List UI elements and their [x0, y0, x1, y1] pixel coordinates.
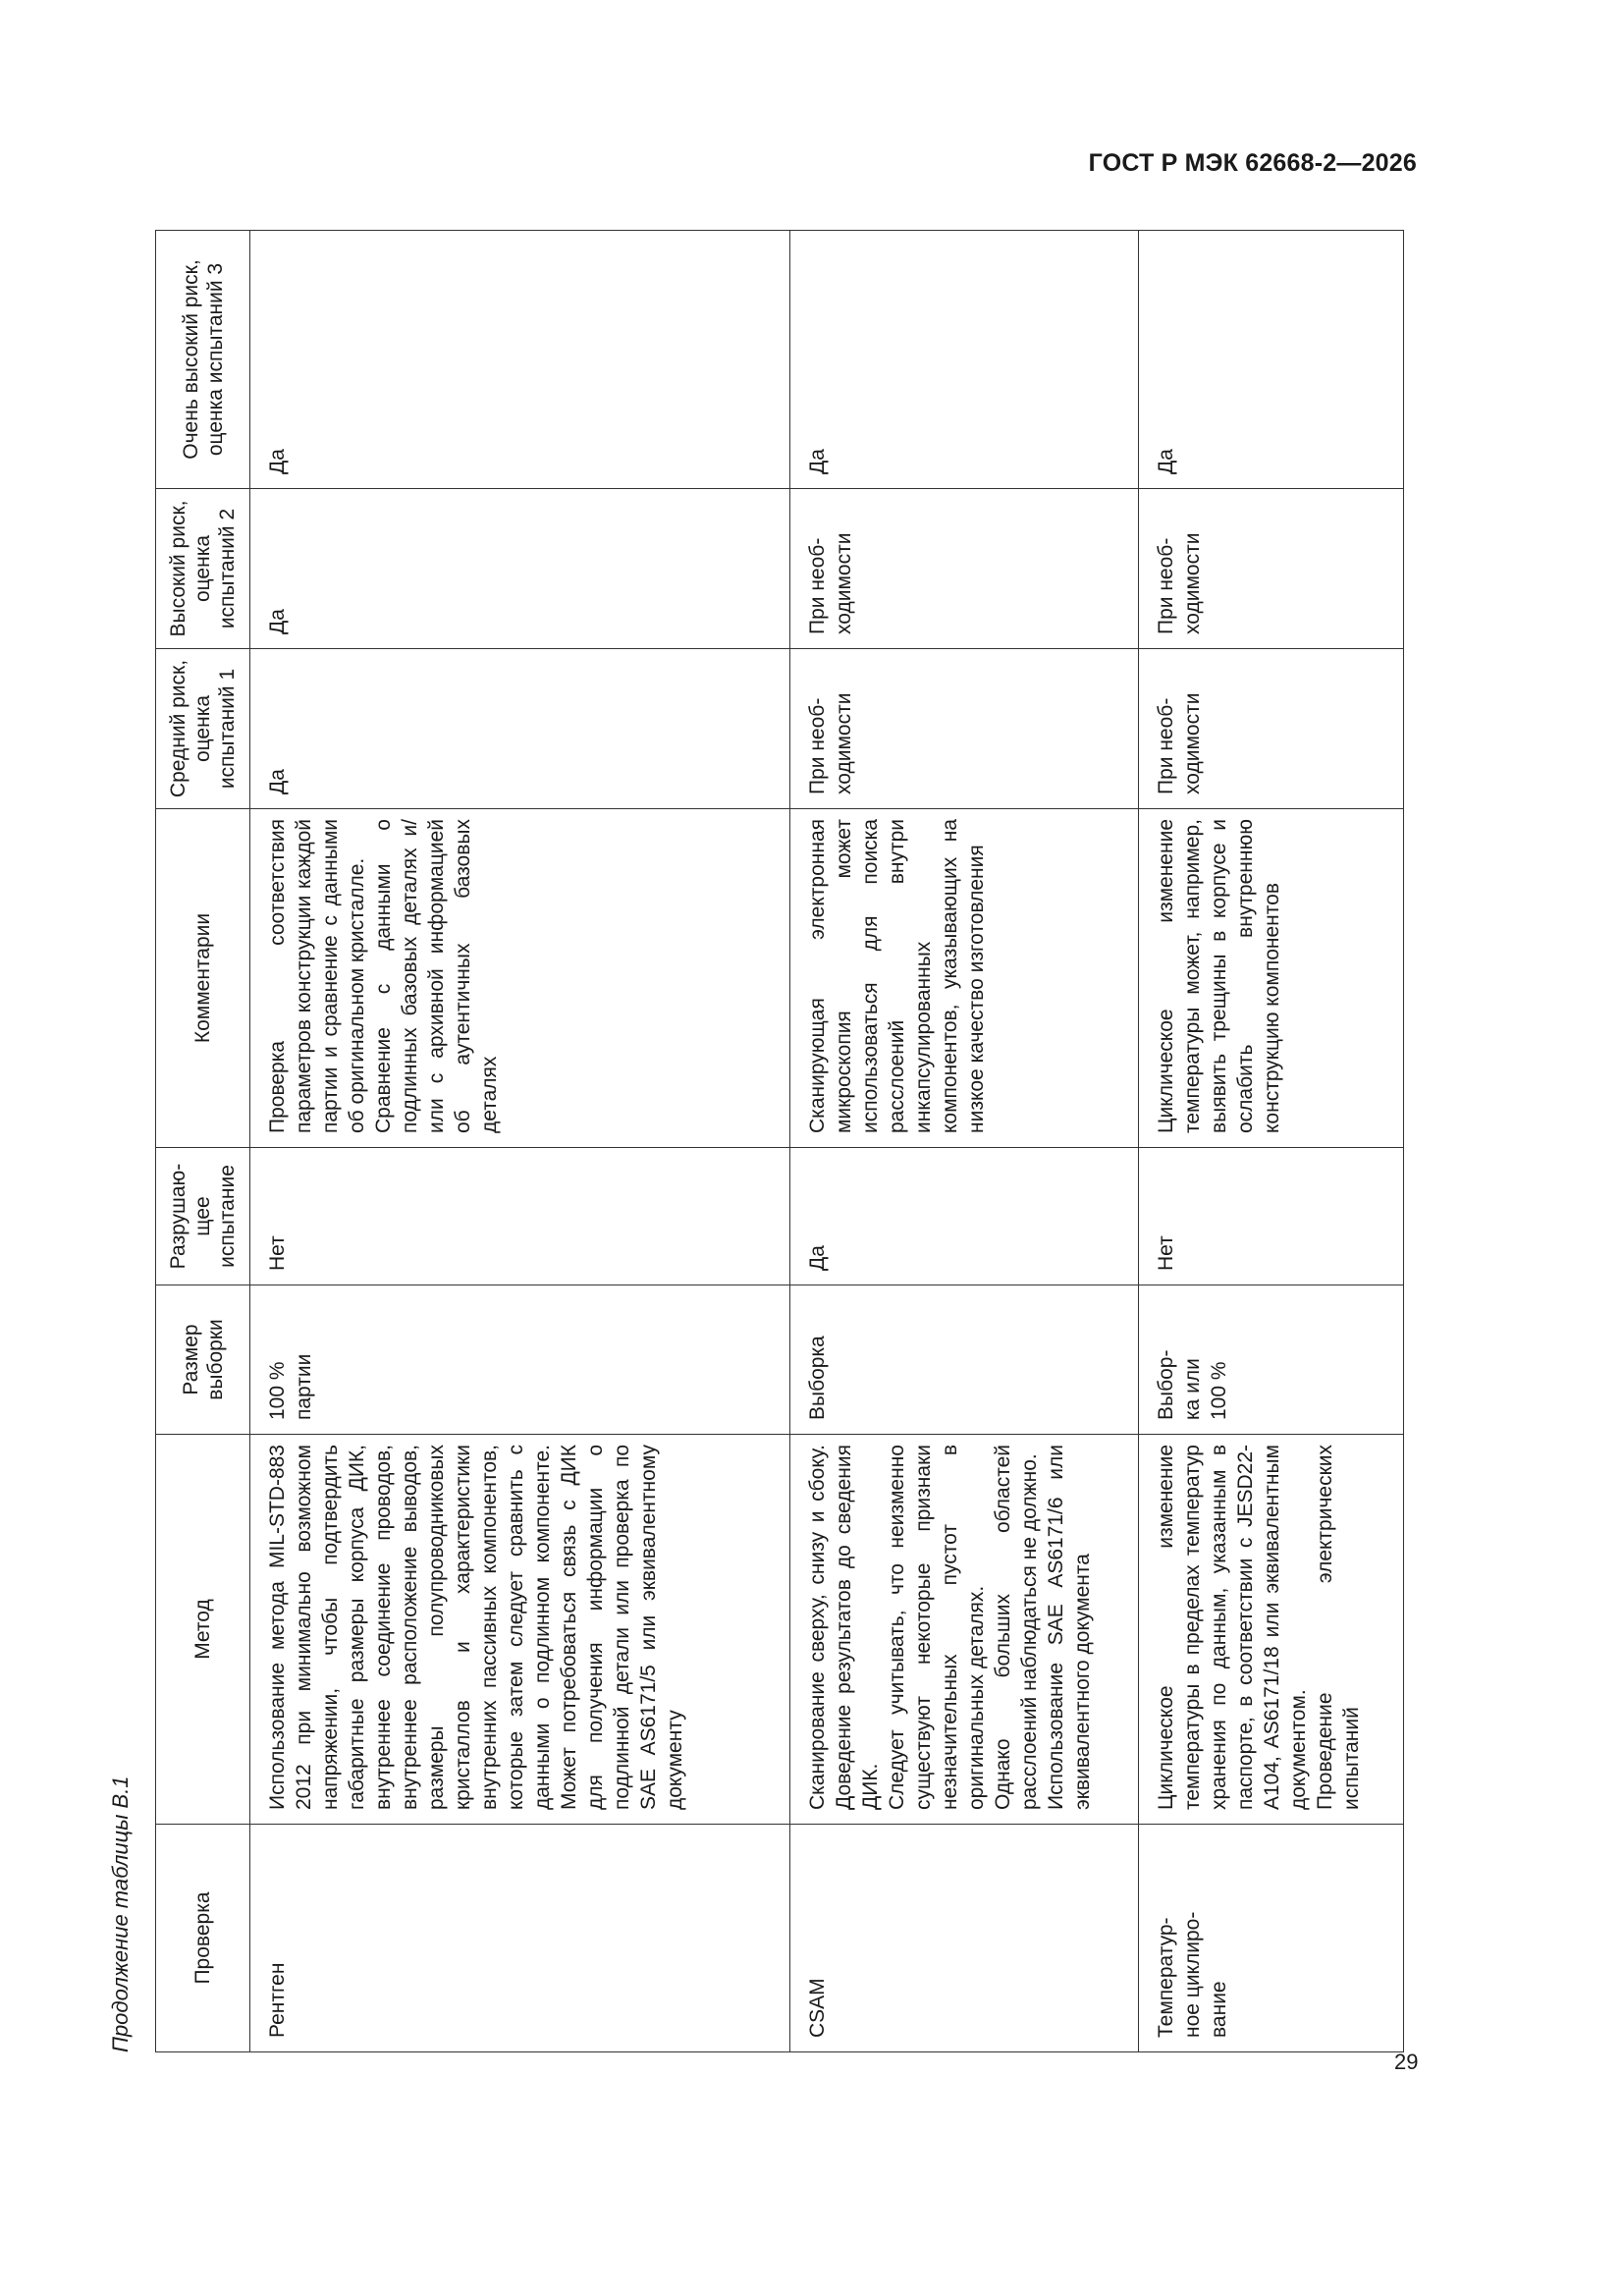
cell-very-high-risk: Да — [1139, 231, 1404, 489]
inspection-table — [155, 230, 1404, 2052]
cell-comments: Сканирующая электронная микроскопия может использоваться для поиска расслоений внутри инкапсулированных компонентов, указывающих на низкое качество изготовления — [790, 809, 1139, 1148]
cell-method: Использование метода MIL-STD-883 2012 при минимально возможном напряжении, чтобы подтвердить габаритные размеры корпуса ДИК, внутреннее соединение проводов, внутреннее расположение выводов, размеры полупроводниковых кристаллов и характеристики внутренних пассивных компонентов, которые затем следует сравнить с данными о подлинном компоненте. Может потребоваться связь с ДИК для получения информации о подлинной детали или проверка по SAE AS6171/5 или эквивалентному документу — [250, 1435, 790, 1825]
cell-method: Циклическое изменение температуры в пределах температур хранения по данным, указанным в паспорте, в соответствии с JESD22-A104, AS6171/18 или эквивалентным документом. Проведение электрических испытаний — [1139, 1435, 1404, 1825]
table-row — [250, 231, 790, 2052]
cell-method: Сканирование сверху, снизу и сбоку. Доведение результатов до сведения ДИК. Следует учитывать, что неизменно существуют некоторые признаки незначительных пустот в оригинальных деталях. Однако больших областей расслоений наблюдаться не должно. Использование SAE AS6171/6 или эквивалентного документа — [790, 1435, 1139, 1825]
cell-sample-size: Выборка — [790, 1285, 1139, 1435]
header-high-risk: Высокий риск, оценка испытаний 2 — [156, 489, 250, 649]
cell-medium-risk: Да — [250, 649, 790, 809]
header-check: Проверка — [156, 1825, 250, 2052]
cell-very-high-risk: Да — [790, 231, 1139, 489]
cell-destructive: Да — [790, 1148, 1139, 1285]
cell-sample-size: 100 % партии — [250, 1285, 790, 1435]
cell-destructive: Нет — [250, 1148, 790, 1285]
header-method: Метод — [156, 1435, 250, 1825]
cell-sample-size: Выбор- ка или 100 % — [1139, 1285, 1404, 1435]
table-caption: Продолжение таблицы В.1 — [108, 1776, 133, 2052]
header-medium-risk: Средний риск, оценка испытаний 1 — [156, 649, 250, 809]
header-very-high-risk: Очень высокий риск, оценка испытаний 3 — [156, 231, 250, 489]
cell-comments: Проверка соответствия параметров конструкции каждой партии и сравнение с данными об оригинальном кристалле. Сравнение с данными о подлинных базовых деталях и/или с архивной информацией об аутентичных базовых деталях — [250, 809, 790, 1148]
header-destructive: Разрушаю-щее испытание — [156, 1148, 250, 1285]
cell-high-risk: Да — [250, 489, 790, 649]
standard-designation: ГОСТ Р МЭК 62668-2—2026 — [1088, 149, 1417, 177]
cell-check: Рентген — [250, 1825, 790, 2052]
header-comments: Комментарии — [156, 809, 250, 1148]
table-row — [790, 231, 1139, 2052]
cell-very-high-risk: Да — [250, 231, 790, 489]
cell-comments: Циклическое изменение температуры может, например, выявить трещины в корпусе и ослабить внутреннюю конструкцию компонентов — [1139, 809, 1404, 1148]
cell-high-risk: При необ- ходимости — [790, 489, 1139, 649]
header-sample-size: Размер выборки — [156, 1285, 250, 1435]
rotated-table-area — [108, 216, 1384, 2052]
table-header-row — [156, 231, 250, 2052]
cell-medium-risk: При необ- ходимости — [790, 649, 1139, 809]
table-row — [1139, 231, 1404, 2052]
cell-high-risk: При необ- ходимости — [1139, 489, 1404, 649]
cell-medium-risk: При необ- ходимости — [1139, 649, 1404, 809]
cell-destructive: Нет — [1139, 1148, 1404, 1285]
page-number: 29 — [1394, 2050, 1419, 2074]
cell-check: CSAM — [790, 1825, 1139, 2052]
cell-check: Температур- ное циклиро- вание — [1139, 1825, 1404, 2052]
